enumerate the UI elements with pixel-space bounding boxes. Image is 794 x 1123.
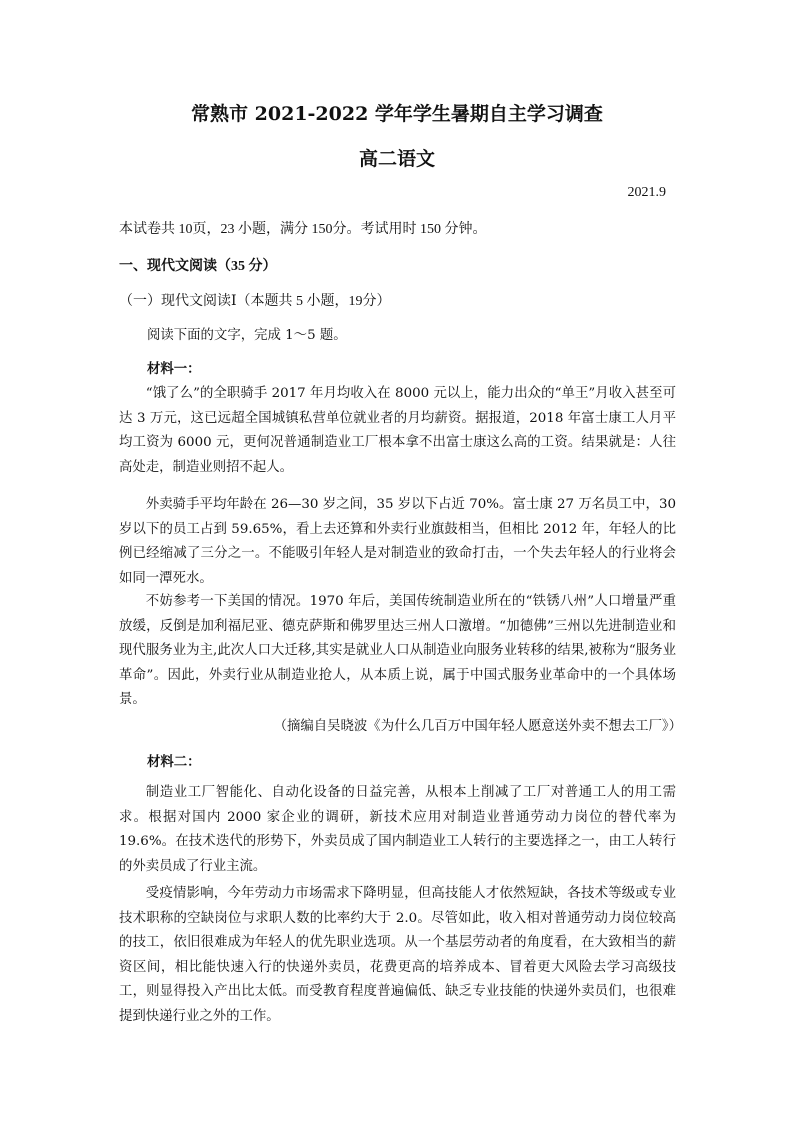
material2-paragraph-1: 制造业工厂智能化、自动化设备的日益完善，从根本上削减了工厂对普通工人的用工需求。根据对国内 2000 家企业的调研，新技术应用对制造业普通劳动力岗位的替代率为 19.6%。在技术迭代的形势下，外卖员成了国内制造业工人转行的主要选择之一，由工人转行的外卖员成了行业主流。 xyxy=(119,785,676,874)
material1-paragraph-3: 不妨参考一下美国的情况。1970 年后，美国传统制造业所在的“铁锈八州”人口增量严重放缓，反倒是加利福尼亚、德克萨斯和佛罗里达三州人口激增。“加德佛”三州以先进制造业和现代服务业为主,此次人口大迁移,其实是就业人口从制造业向服务业转移的结果,被称为“服务业革命”。因此，外卖行业从制造业抢人，从本质上说，属于中国式服务业革命中的一个具体场景。 xyxy=(119,594,676,707)
document-subtitle: 高二语文 xyxy=(358,148,435,170)
reading-instruction: 阅读下面的文字，完成 1～5 题。 xyxy=(147,328,347,343)
part-heading: （一）现代文阅读Ⅰ（本题共 5 小题，19分） xyxy=(119,294,391,309)
document-title: 常熟市 2021-2022 学年学生暑期自主学习调查 xyxy=(191,103,603,125)
material1-source: （摘编自吴晓波《为什么几百万中国年轻人愿意送外卖不想去工厂》） xyxy=(273,719,682,734)
material2-paragraph-2: 受疫情影响，今年劳动力市场需求下降明显，但高技能人才依然短缺，各技术等级或专业技术职称的空缺岗位与求职人数的比率约大于 2.0。尽管如此，收入相对普通劳动力岗位较高的技工，依旧很难成为年轻人的优先职业选项。从一个基层劳动者的角度看，在大致相当的薪资区间，相比能快速入行的快递外卖员，花费更高的培养成本、冒着更大风险去学习高级技工，则显得投入产出比太低。而受教育程度普遍偏低、缺乏专业技能的快递外卖员们，也很难提到快递行业之外的工作。 xyxy=(119,886,676,1024)
material1-paragraph-1: “饿了么”的全职骑手 2017 年月均收入在 8000 元以上，能力出众的“单王”月收入甚至可达 3 万元，这已远超全国城镇私营单位就业者的月均薪资。据报道，2018 年富士康工人月平均工资为 6000 元，更何况普通制造业工厂根本拿不出富士康这么高的工资。结果就是：人往高处走，制造业则招不起人。 xyxy=(119,386,676,475)
document-date: 2021.9 xyxy=(627,185,666,200)
material-label: 材料二： xyxy=(147,754,201,770)
section-heading: 一、现代文阅读（35 分） xyxy=(119,259,277,274)
exam-intro: 本试卷共 10页，23 小题，满分 150分。考试用时 150 分钟。 xyxy=(119,222,487,237)
material-label: 材料一： xyxy=(147,361,201,377)
material1-paragraph-2: 外卖骑手平均年龄在 26—30 岁之间，35 岁以下占近 70%。富士康 27 万名员工中，30 岁以下的员工占到 59.65%，看上去还算和外卖行业旗鼓相当，但相比 2012 年，年轻人的比例已经缩减了三分之一。不能吸引年轻人是对制造业的致命打击，一个失去年轻人的行业将会如同一潭死水。 xyxy=(119,497,676,586)
